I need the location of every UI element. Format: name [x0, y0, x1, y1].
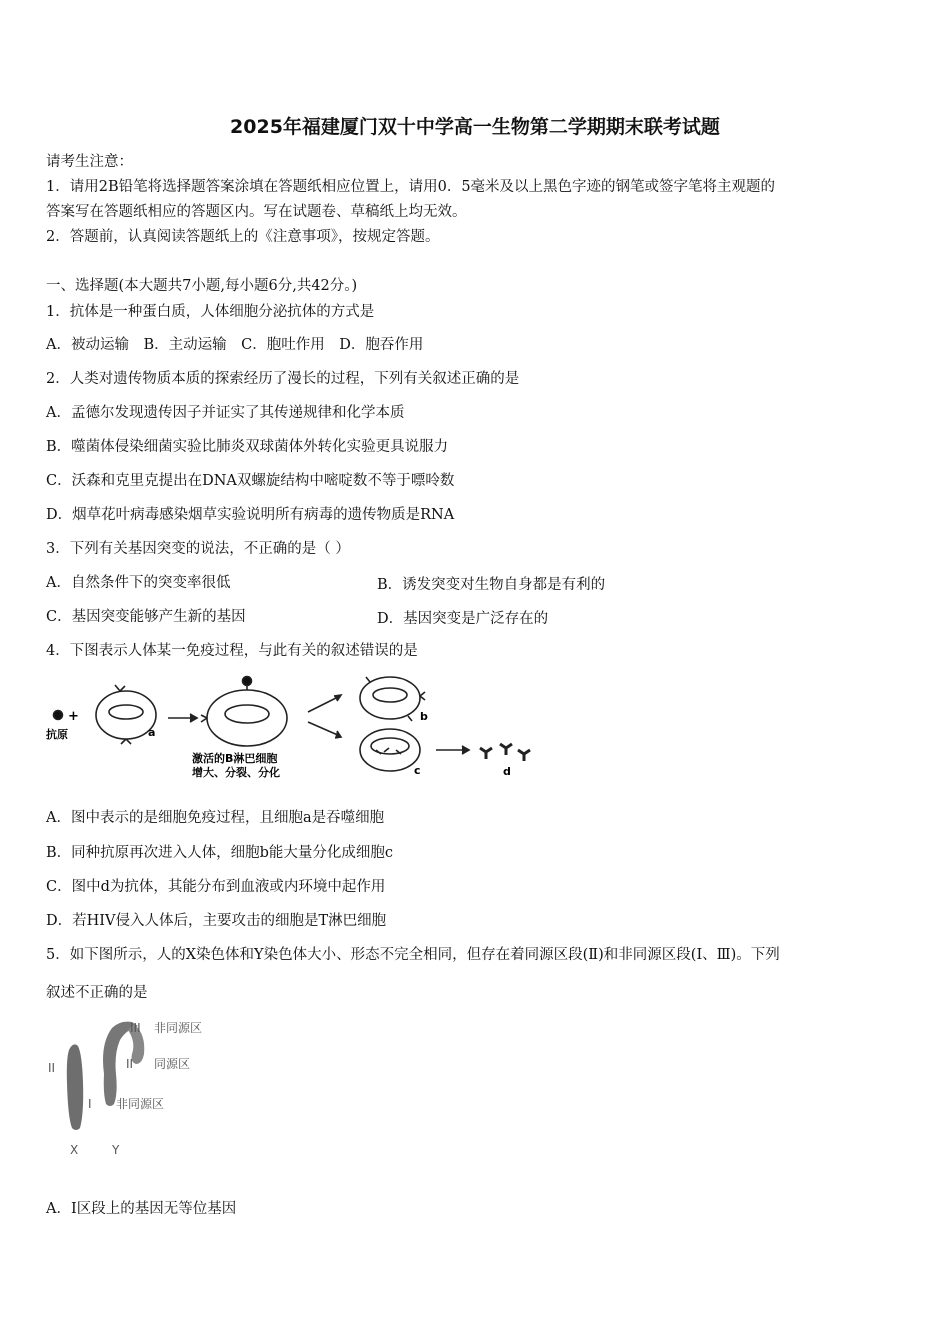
plus-sign: + [68, 709, 79, 724]
section-heading: 一、选择题(本大题共7小题,每小题6分,共42分。) [46, 278, 358, 294]
page-title: 2025年福建厦门双十中学高一生物第二学期期末联考试题 [230, 116, 720, 138]
q4-option-a: A．图中表示的是细胞免疫过程，且细胞a是吞噬细胞 [46, 810, 385, 826]
label-c: c [414, 764, 421, 777]
antibodies-d [480, 744, 530, 761]
antigen-dot-bound [243, 677, 252, 686]
cell-b [360, 677, 420, 719]
cell-a [96, 691, 156, 739]
label-x: X [70, 1143, 79, 1157]
immune-process-figure [40, 672, 550, 784]
q4-option-b: B．同种抗原再次进入人体，细胞b能大量分化成细胞c [46, 845, 394, 861]
label-a: a [148, 726, 156, 739]
region-i-label: 非同源区 [116, 1097, 165, 1111]
x-chromosome [67, 1044, 83, 1130]
caption-line-1: 激活的B淋巴细胞 [192, 752, 278, 765]
q2-option-a: A．孟德尔发现遗传因子并证实了其传递规律和化学本质 [46, 405, 405, 421]
q1-options: A．被动运输 B．主动运输 C．胞吐作用 D．胞吞作用 [46, 337, 424, 353]
q5-option-a: A．Ⅰ区段上的基因无等位基因 [46, 1201, 237, 1217]
chromosome-figure [40, 1014, 240, 1164]
q3-option-c: C．基因突变能够产生新的基因 [46, 609, 246, 625]
caption-line-2: 增大、分裂、分化 [192, 766, 280, 779]
region-ii-mark-left: II [48, 1061, 56, 1075]
antigen-dot [54, 711, 63, 720]
q2-stem: 2．人类对遗传物质本质的探索经历了漫长的过程，下列有关叙述正确的是 [46, 371, 520, 387]
notice-item-1: 1．请用2B铅笔将选择题答案涂填在答题纸相应位置上，请用0．5毫米及以上黑色字迹的钢笔或签字笔将主观题的 [46, 179, 776, 195]
notice-heading: 请考生注意： [46, 154, 133, 170]
q5-stem: 5．如下图所示，人的X染色体和Y染色体大小、形态不完全相同，但存在着同源区段(Ⅱ)和非同源区段(Ⅰ、Ⅲ)。下列 [46, 947, 780, 963]
q4-option-d: D．若HIV侵入人体后，主要攻击的细胞是T淋巴细胞 [46, 913, 387, 929]
q3-option-a: A．自然条件下的突变率很低 [46, 575, 231, 591]
q1-stem: 1．抗体是一种蛋白质，人体细胞分泌抗体的方式是 [46, 304, 375, 320]
region-ii-mark-right: II [126, 1057, 134, 1071]
region-iii-label: 非同源区 [154, 1021, 203, 1035]
label-b: b [420, 710, 428, 723]
activated-b-cell [207, 690, 287, 746]
notice-item-1-cont: 答案写在答题纸相应的答题区内。写在试题卷、草稿纸上均无效。 [46, 204, 467, 220]
q2-option-d: D．烟草花叶病毒感染烟草实验说明所有病毒的遗传物质是RNA [46, 507, 455, 523]
label-d: d [503, 765, 511, 778]
q5-stem-cont: 叙述不正确的是 [46, 985, 148, 1001]
label-y: Y [112, 1143, 120, 1157]
cell-c [360, 729, 420, 771]
antigen-label: 抗原 [46, 728, 68, 741]
q3-option-d: D．基因突变是广泛存在的 [377, 611, 549, 627]
region-ii-label: 同源区 [154, 1057, 191, 1071]
notice-item-2: 2．答题前，认真阅读答题纸上的《注意事项》，按规定答题。 [46, 229, 440, 245]
q3-option-b: B．诱发突变对生物自身都是有利的 [377, 577, 606, 593]
q4-stem: 4．下图表示人体某一免疫过程，与此有关的叙述错误的是 [46, 643, 418, 659]
region-i-mark: I [88, 1097, 92, 1111]
q4-option-c: C．图中d为抗体，其能分布到血液或内环境中起作用 [46, 879, 386, 895]
region-iii-mark: III [130, 1021, 141, 1035]
q3-stem: 3．下列有关基因突变的说法，不正确的是（ ） [46, 541, 350, 557]
q2-option-b: B．噬菌体侵染细菌实验比肺炎双球菌体外转化实验更具说服力 [46, 439, 449, 455]
q2-option-c: C．沃森和克里克提出在DNA双螺旋结构中嘧啶数不等于嘌呤数 [46, 473, 455, 489]
